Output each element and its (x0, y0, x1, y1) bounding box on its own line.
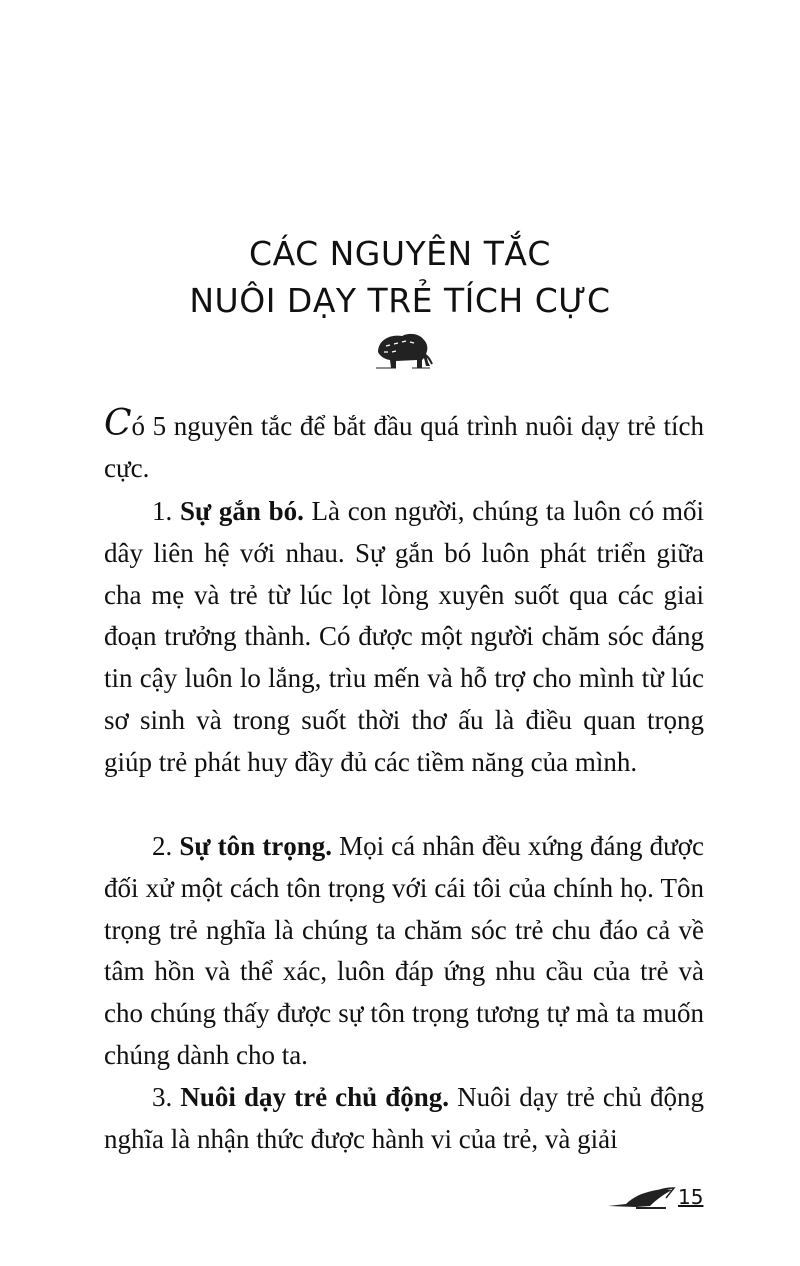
intro-paragraph (104, 403, 704, 490)
principle-number: 3. (152, 1082, 173, 1112)
principle-term: Nuôi dạy trẻ chủ động. (180, 1082, 450, 1112)
chapter-title-line-1: CÁC NGUYÊN TẮC (249, 234, 551, 273)
elephant-ornament-icon (372, 328, 434, 372)
principle-term: Sự gắn bó. (179, 496, 304, 526)
principle-number: 2. (152, 831, 173, 861)
chapter-title-line-2: NUÔI DẠY TRẺ TÍCH CỰC (189, 281, 611, 320)
principle-number: 1. (152, 496, 173, 526)
principle-paragraph-3 (104, 1077, 704, 1161)
principle-text: Nuôi dạy trẻ chủ động nghĩa là nhận thức được hành vi của trẻ, và giải (104, 1082, 705, 1154)
principle-term: Sự tôn trọng. (179, 831, 332, 861)
page-number: 15 (678, 1185, 704, 1209)
intro-text: ó 5 nguyên tắc để bắt đầu quá trình nuôi dạy trẻ tích cực. (104, 411, 704, 483)
quill-ornament-icon (606, 1180, 680, 1214)
principle-paragraph-2 (104, 826, 704, 1077)
drop-cap: C (104, 403, 132, 444)
principle-text: Là con người, chúng ta luôn có mối dây liên hệ với nhau. Sự gắn bó luôn phát triển giữa cha mẹ và trẻ từ lúc lọt lòng xuyên suốt qua các giai đoạn trưởng thành. Có được một người chăm sóc đáng tin cậy luôn lo lắng, trìu mến và hỗ trợ cho mình từ lúc sơ sinh và trong suốt thời thơ ấu là điều quan trọng giúp trẻ phát huy đầy đủ các tiềm năng của mình. (104, 496, 704, 777)
principle-text: Mọi cá nhân đều xứng đáng được đối xử một cách tôn trọng với cái tôi của chính họ. Tôn trọng trẻ nghĩa là chúng ta chăm sóc trẻ chu đáo cả về tâm hồn và thể xác, luôn đáp ứng nhu cầu của trẻ và cho chúng thấy được sự tôn trọng tương tự mà ta muốn chúng dành cho ta. (104, 831, 705, 1070)
principle-paragraph-1 (104, 491, 704, 784)
